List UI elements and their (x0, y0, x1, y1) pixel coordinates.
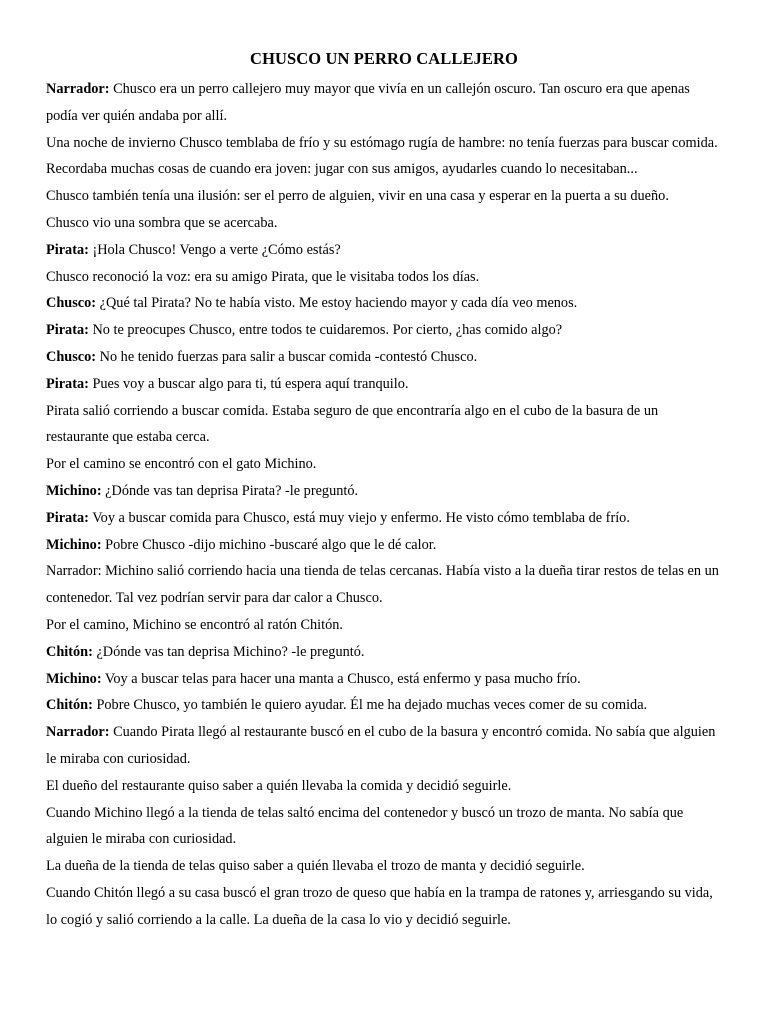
paragraph-text: Una noche de invierno Chusco temblaba de frío y su estómago rugía de hambre: no tenía fuerzas para buscar comida. (46, 134, 718, 151)
story-paragraph (46, 290, 722, 317)
paragraph-text: ¿Qué tal Pirata? No te había visto. Me estoy haciendo mayor y cada día veo menos. (96, 295, 578, 312)
paragraph-text: Chusco reconoció la voz: era su amigo Pirata, que le visitaba todos los días. (46, 268, 480, 285)
story-paragraph (46, 666, 722, 693)
story-paragraph (46, 183, 722, 210)
story-paragraph (46, 451, 722, 478)
speaker-label: Michino: (46, 670, 102, 687)
paragraph-text: ¿Dónde vas tan deprisa Pirata? -le preguntó. (101, 482, 359, 499)
paragraph-text: Pobre Chusco -dijo michino -buscaré algo que le dé calor. (101, 536, 437, 553)
story-paragraph (46, 237, 722, 264)
story-body (46, 76, 722, 934)
paragraph-text: ¡Hola Chusco! Vengo a verte ¿Cómo estás? (88, 241, 341, 258)
paragraph-text: Cuando Michino llegó a la tienda de telas saltó encima del contenedor y buscó un trozo de manta. No sabía que alguien le miraba con curiosidad. (46, 804, 684, 848)
paragraph-text: Voy a buscar comida para Chusco, está muy viejo y enfermo. He visto cómo temblaba de frío. (88, 509, 630, 526)
speaker-label: Chitón: (46, 697, 93, 714)
story-paragraph (46, 773, 722, 800)
story-paragraph (46, 76, 722, 130)
paragraph-text: Cuando Chitón llegó a su casa buscó el gran trozo de queso que había en la trampa de ratones y, arriesgando su vida, lo cogió y salió corriendo a la calle. La dueña de la casa lo vio y decidió seguirle. (46, 884, 713, 928)
speaker-label: Pirata: (46, 241, 89, 258)
paragraph-text: No he tenido fuerzas para salir a buscar comida -contestó Chusco. (96, 348, 478, 365)
story-paragraph (46, 800, 722, 854)
paragraph-text: Narrador: Michino salió corriendo hacia una tienda de telas cercanas. Había visto a la dueña tirar restos de telas en un contenedor. Tal vez podrían servir para dar calor a Chusco. (46, 563, 719, 607)
paragraph-text: No te preocupes Chusco, entre todos te cuidaremos. Por cierto, ¿has comido algo? (88, 322, 563, 339)
paragraph-text: La dueña de la tienda de telas quiso saber a quién llevaba el trozo de manta y decidió seguirle. (46, 858, 585, 875)
speaker-label: Chusco: (46, 295, 97, 312)
paragraph-text: ¿Dónde vas tan deprisa Michino? -le preguntó. (92, 643, 365, 660)
story-paragraph (46, 264, 722, 291)
story-paragraph (46, 532, 722, 559)
story-paragraph (46, 558, 722, 612)
paragraph-text: Por el camino, Michino se encontró al ratón Chitón. (46, 616, 343, 633)
speaker-label: Chusco: (46, 348, 97, 365)
speaker-label: Pirata: (46, 375, 89, 392)
speaker-label: Michino: (46, 482, 102, 499)
speaker-label: Pirata: (46, 509, 89, 526)
story-paragraph (46, 371, 722, 398)
paragraph-text: El dueño del restaurante quiso saber a quién llevaba la comida y decidió seguirle. (46, 777, 512, 794)
paragraph-text: Recordaba muchas cosas de cuando era joven: jugar con sus amigos, ayudarles cuando lo necesitaban... (46, 161, 638, 178)
paragraph-text: Por el camino se encontró con el gato Michino. (46, 456, 317, 473)
paragraph-text: Pirata salió corriendo a buscar comida. Estaba seguro de que encontraría algo en el cubo de la basura de un restaurante que estaba cerca. (46, 402, 659, 446)
paragraph-text: Cuando Pirata llegó al restaurante buscó en el cubo de la basura y encontró comida. No sabía que alguien le miraba con curiosidad. (46, 724, 716, 767)
story-paragraph (46, 692, 722, 719)
story-paragraph (46, 719, 722, 773)
paragraph-text: Chusco vio una sombra que se acercaba. (46, 214, 278, 231)
story-paragraph (46, 156, 722, 183)
speaker-label: Michino: (46, 536, 102, 553)
paragraph-text: Pobre Chusco, yo también le quiero ayudar. Él me ha dejado muchas veces comer de su comida. (92, 697, 648, 714)
story-paragraph (46, 853, 722, 880)
document-title: CHUSCO UN PERRO CALLEJERO (250, 49, 518, 68)
speaker-label: Pirata: (46, 322, 89, 339)
story-paragraph (46, 880, 722, 934)
story-paragraph (46, 505, 722, 532)
paragraph-text: Pues voy a buscar algo para ti, tú espera aquí tranquilo. (88, 375, 409, 392)
story-paragraph (46, 344, 722, 371)
speaker-label: Narrador: (46, 724, 110, 741)
speaker-label: Chitón: (46, 643, 93, 660)
paragraph-text: Chusco también tenía una ilusión: ser el perro de alguien, vivir en una casa y esperar en la puerta a su dueño. (46, 188, 669, 205)
story-paragraph (46, 639, 722, 666)
paragraph-text: Chusco era un perro callejero muy mayor que vivía en un callejón oscuro. Tan oscuro era que apenas podía ver quién andaba por allí. (46, 81, 690, 124)
story-paragraph (46, 398, 722, 452)
story-paragraph (46, 317, 722, 344)
story-paragraph (46, 612, 722, 639)
story-paragraph (46, 210, 722, 237)
story-paragraph (46, 130, 722, 157)
story-paragraph (46, 478, 722, 505)
paragraph-text: Voy a buscar telas para hacer una manta a Chusco, está enfermo y pasa mucho frío. (101, 670, 581, 687)
speaker-label: Narrador: (46, 81, 110, 97)
